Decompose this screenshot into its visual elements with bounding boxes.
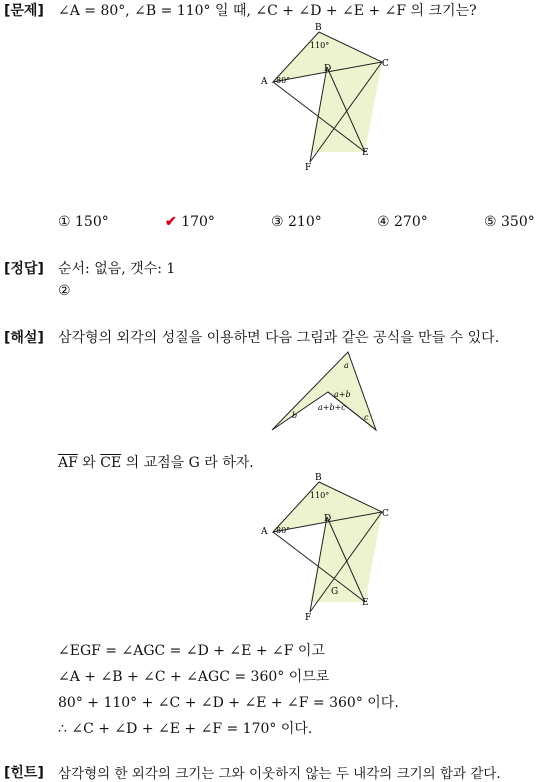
label-b: B	[315, 23, 322, 33]
fig3-angle-a: 80°	[276, 526, 291, 535]
choice-4-value: 270°	[394, 214, 428, 230]
hint-tag: [힌트]	[4, 765, 44, 781]
fig3-label-b: B	[315, 473, 322, 483]
segment-rest: 의 교점을 G 라 하자.	[125, 455, 254, 471]
fig3-label-d: D	[324, 514, 332, 524]
hint-text: 삼각형의 한 외각의 크기는 그와 이웃하지 않는 두 내각의 크기의 합과 같다.	[58, 766, 501, 782]
angle-a-label: 80°	[276, 76, 291, 85]
answer-line2: ②	[58, 283, 71, 299]
answer-line1: 순서: 없음, 갯수: 1	[58, 261, 176, 277]
fig2-label-a: a	[344, 361, 349, 370]
choice-1-value: 150°	[75, 214, 109, 230]
choice-3-value: 210°	[288, 214, 322, 230]
equation-3: 80° + 110° + ∠C + ∠D + ∠E + ∠F = 360° 이다.	[58, 695, 399, 711]
label-e: E	[362, 148, 369, 158]
figure-pentagon-1	[255, 22, 395, 172]
segment-and: 와	[82, 455, 96, 471]
fig3-label-f: F	[305, 613, 312, 622]
fig3-label-g: G	[331, 587, 339, 597]
fig3-label-a: A	[261, 527, 268, 537]
choice-1[interactable]	[58, 214, 109, 230]
fig2-label-c: c	[364, 413, 369, 422]
fig3-angle-b: 110°	[310, 491, 330, 500]
label-d: D	[324, 64, 332, 74]
equation-1: ∠EGF = ∠AGC = ∠D + ∠E + ∠F 이고	[58, 643, 325, 659]
fig3-label-e: E	[362, 598, 369, 608]
choice-5[interactable]	[484, 214, 535, 230]
answer-tag: [정답]	[4, 261, 44, 277]
choice-3[interactable]	[271, 214, 322, 230]
angle-b-label: 110°	[310, 41, 330, 50]
fig2-label-apex: a+b	[334, 390, 351, 399]
fig2-label-b: b	[292, 411, 298, 420]
choice-1-num: ①	[58, 214, 71, 230]
label-f: F	[305, 163, 312, 172]
figure-pentagon-2	[255, 472, 395, 622]
problem-text: ∠A = 80°, ∠B = 110° 일 때, ∠C + ∠D + ∠E + ∠F 의 크기는?	[58, 3, 477, 19]
label-a: A	[261, 77, 268, 87]
equation-2: ∠A + ∠B + ∠C + ∠AGC = 360° 이므로	[58, 669, 330, 685]
figure-triangle-formula	[268, 348, 384, 434]
problem-tag: [문제]	[4, 3, 44, 19]
check-mark-icon: ✔	[165, 214, 177, 230]
choice-4-num: ④	[377, 214, 390, 230]
fig3-label-c: C	[382, 509, 389, 519]
choice-5-value: 350°	[501, 214, 535, 230]
segments-line	[58, 452, 254, 472]
choice-4[interactable]	[377, 214, 428, 230]
choice-2-value: 170°	[181, 214, 215, 230]
label-c: C	[382, 59, 389, 69]
segment-ce: $\overline{CE}$	[100, 455, 122, 471]
choice-3-num: ③	[271, 214, 284, 230]
fig2-label-sum: a+b+c	[318, 403, 346, 412]
choice-5-num: ⑤	[484, 214, 497, 230]
choice-2[interactable]	[165, 214, 215, 230]
solution-tag: [해설]	[4, 330, 44, 346]
solution-intro: 삼각형의 외각의 성질을 이용하면 다음 그림과 같은 공식을 만들 수 있다.	[58, 330, 500, 346]
segment-af: $\overline{AF}$	[58, 455, 78, 471]
equation-4: ∴ ∠C + ∠D + ∠E + ∠F = 170° 이다.	[58, 721, 313, 737]
